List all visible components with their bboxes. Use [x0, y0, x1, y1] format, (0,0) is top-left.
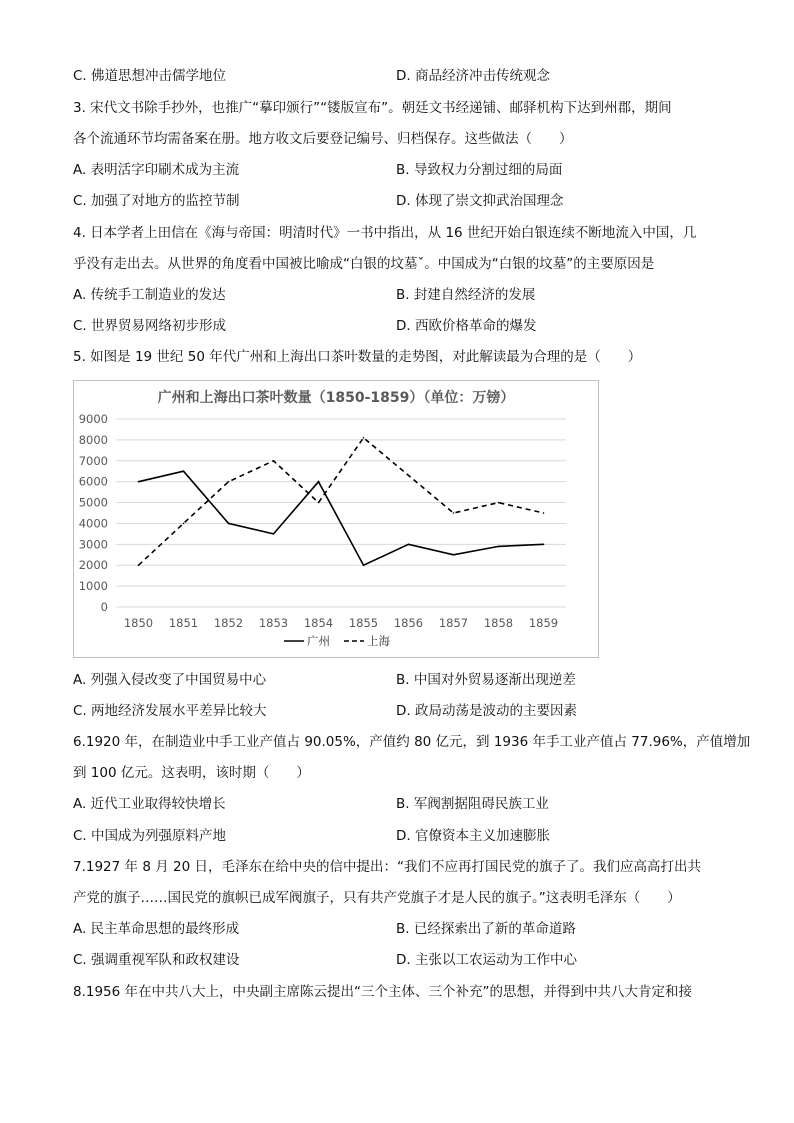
- data-point: [318, 502, 320, 504]
- x-tick-label: 1854: [303, 616, 334, 630]
- q5-option-b: B. 中国对外贸易逐渐出现逆差: [396, 672, 576, 688]
- y-tick-label: 1000: [78, 579, 108, 594]
- y-tick-label: 9000: [78, 412, 108, 426]
- q3-stem-line-1: 3. 宋代文书除手抄外，也推广“摹印颁行”“镂版宣布”。朝廷文书经递铺、邮驿机构下达到州郡，期间: [73, 100, 672, 116]
- q4-stem-line-2: 乎没有走出去。从世界的角度看中国被比喻成“白银的坟墓ˇ。中国成为“白银的坟墓”的主要原因是: [73, 256, 655, 272]
- data-point: [183, 470, 185, 472]
- y-tick-label: 5000: [78, 495, 108, 510]
- x-tick-label: 1853: [258, 616, 289, 630]
- q6-option-c: C. 中国成为列强原料产地: [73, 828, 227, 844]
- q5-stem-line-1: 5. 如图是 19 世纪 50 年代广州和上海出口茶叶数量的走势图，对此解读最为合理的是（ ）: [73, 349, 642, 365]
- x-tick-label: 1855: [348, 616, 379, 630]
- y-tick-label: 0: [100, 600, 108, 614]
- chart-canvas: [74, 381, 598, 657]
- q7-option-d: D. 主张以工农运动为工作中心: [396, 952, 577, 968]
- x-tick-label: 1859: [528, 616, 559, 630]
- q7-option-b: B. 已经探索出了新的革命道路: [396, 921, 576, 937]
- q6-option-d: D. 官僚资本主义加速膨胀: [396, 828, 550, 844]
- data-point: [498, 502, 500, 504]
- data-point: [138, 564, 140, 566]
- chart-x-axis: [124, 616, 558, 630]
- tea-export-chart: [73, 380, 599, 658]
- q3-option-a: A. 表明活字印刷术成为主流: [73, 162, 240, 178]
- data-point: [453, 554, 455, 556]
- data-point: [543, 512, 545, 514]
- chart-gridlines: [116, 419, 566, 607]
- data-point: [318, 481, 320, 483]
- y-tick-label: 4000: [78, 516, 108, 531]
- x-tick-label: 1852: [213, 616, 244, 630]
- chart-y-axis: [79, 412, 108, 614]
- q5-option-c: C. 两地经济发展水平差异比较大: [73, 703, 267, 719]
- x-tick-label: 1856: [393, 616, 424, 630]
- q6-stem-line-1: 6.1920 年，在制造业中手工业产值占 90.05%，产值约 80 亿元，到 1936 年手工业产值占 77.96%，产值增加: [73, 734, 751, 750]
- data-point: [453, 512, 455, 514]
- y-tick-label: 2000: [78, 558, 108, 573]
- data-point: [138, 481, 140, 483]
- data-point: [363, 437, 365, 439]
- q7-stem-line-1: 7.1927 年 8 月 20 日，毛泽东在给中央的信中提出：“我们不应再打国民党的旗子了。我们应高高打出共: [73, 859, 701, 875]
- data-point: [273, 533, 275, 535]
- data-point: [408, 475, 410, 477]
- data-point: [228, 523, 230, 525]
- data-point: [228, 481, 230, 483]
- q6-option-a: A. 近代工业取得较快增长: [73, 796, 226, 812]
- x-tick-label: 1850: [123, 616, 154, 630]
- q7-option-a: A. 民主革命思想的最终形成: [73, 921, 240, 937]
- chart-title: 广州和上海出口茶叶数量（1850-1859）（单位：万镑）: [157, 390, 515, 406]
- q4-stem-line-1: 4. 日本学者上田信在《海与帝国：明清时代》一书中指出，从 16 世纪开始白银连续不断地流入中国，几: [73, 225, 697, 241]
- q8-stem-line-1: 8.1956 年在中共八大上，中央副主席陈云提出“三个主体、三个补充”的思想，并得到中共八大肯定和接: [73, 984, 693, 1000]
- q3-option-b: B. 导致权力分割过细的局面: [396, 162, 563, 178]
- data-point: [543, 544, 545, 546]
- y-tick-label: 8000: [78, 432, 108, 447]
- y-tick-label: 6000: [78, 474, 108, 489]
- q7-option-c: C. 强调重视军队和政权建设: [73, 952, 240, 968]
- q3-stem-line-2: 各个流通环节均需备案在册。地方收文后要登记编号、归档保存。这些做法（ ）: [73, 131, 573, 147]
- q4-option-d: D. 西欧价格革命的爆发: [396, 318, 537, 334]
- q6-stem-line-2: 到 100 亿元。这表明，该时期（ ）: [73, 765, 310, 781]
- q4-option-a: A. 传统手工制造业的发达: [73, 287, 226, 303]
- chart-series: [138, 437, 545, 566]
- q2-option-c: C. 佛道思想冲击儒学地位: [73, 68, 227, 84]
- series-line-shanghai: [139, 438, 544, 565]
- q3-option-d: D. 体现了崇文抑武治国理念: [396, 193, 564, 209]
- x-tick-label: 1858: [483, 616, 514, 630]
- data-point: [408, 544, 410, 546]
- x-tick-label: 1857: [438, 616, 469, 630]
- q4-option-c: C. 世界贸易网络初步形成: [73, 318, 227, 334]
- x-tick-label: 1851: [168, 616, 199, 630]
- series-line-guangzhou: [139, 471, 544, 565]
- data-point: [273, 460, 275, 462]
- q7-stem-line-2: 产党的旗子……国民党的旗帜已成军阀旗子，只有共产党旗子才是人民的旗子。”这表明毛泽东（ ）: [73, 890, 681, 906]
- y-tick-label: 3000: [78, 537, 108, 552]
- data-point: [363, 564, 365, 566]
- legend-label: 上海: [367, 634, 390, 648]
- y-tick-label: 7000: [78, 453, 108, 468]
- legend-label: 广州: [307, 634, 330, 648]
- chart-legend: [284, 634, 390, 648]
- q6-option-b: B. 军阀割据阻碍民族工业: [396, 796, 549, 812]
- data-point: [498, 546, 500, 548]
- q5-option-a: A. 列强入侵改变了中国贸易中心: [73, 672, 267, 688]
- q5-option-d: D. 政局动荡是波动的主要因素: [396, 703, 577, 719]
- q2-option-d: D. 商品经济冲击传统观念: [396, 68, 550, 84]
- q4-option-b: B. 封建自然经济的发展: [396, 287, 536, 303]
- data-point: [183, 523, 185, 525]
- q3-option-c: C. 加强了对地方的监控节制: [73, 193, 240, 209]
